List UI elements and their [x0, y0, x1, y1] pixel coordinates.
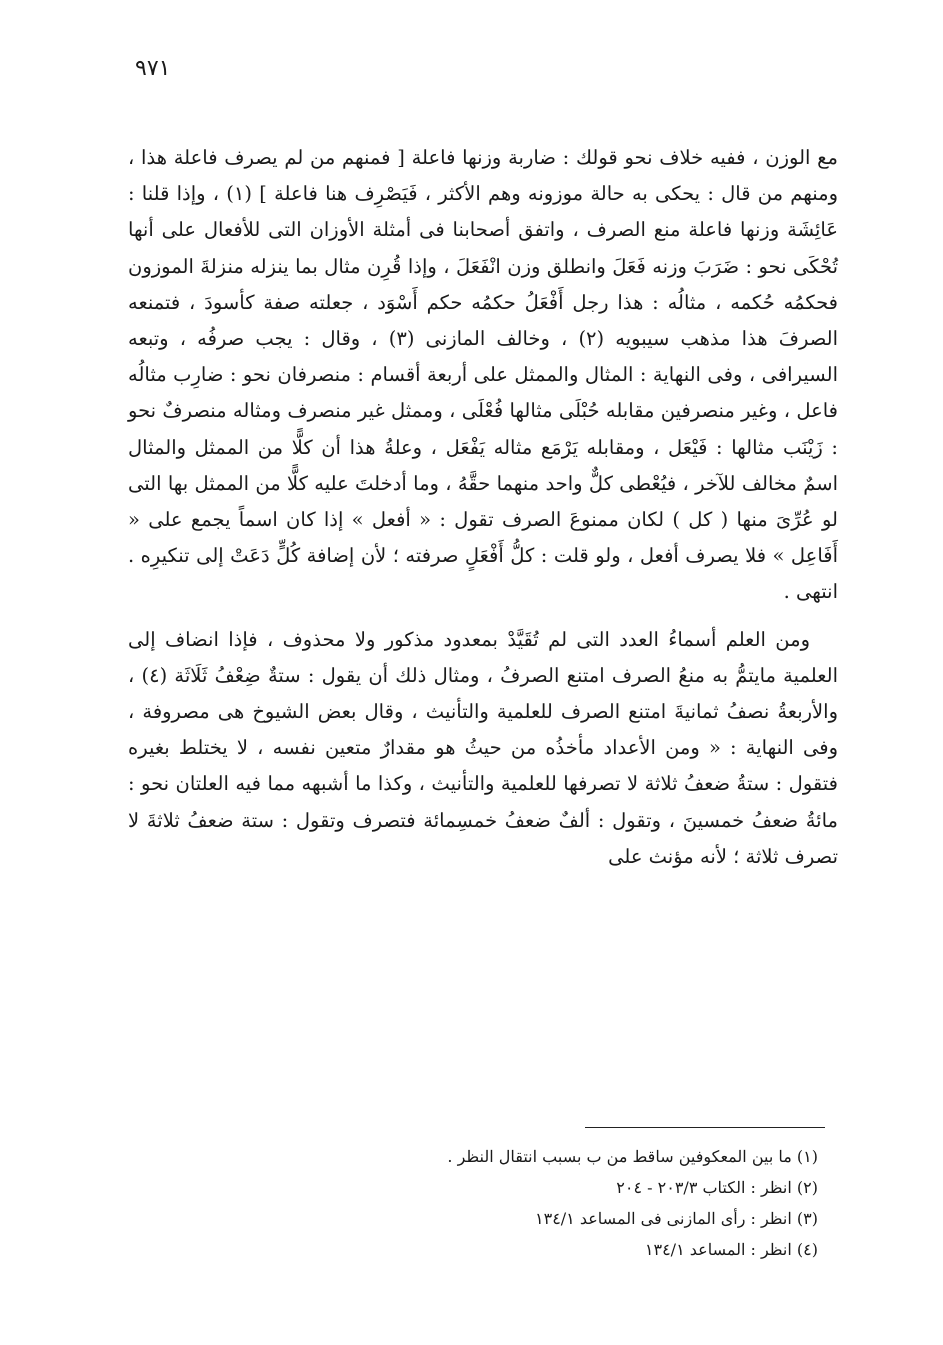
- footnotes: [128, 1141, 818, 1265]
- body-paragraph: مع الوزن ، ففيه خلاف نحو قولك : ضاربة وزنها فاعلة [ فمنهم من لم يصرف فاعلة هذا ، ومنهم من قال : يحكى به حالة موزونه وهم الأكثر ، فَيَصْرِف هنا فاعلة ] (١) ، وإذا قلنا : عَائِشَة وزنها فاعلة منع الصرف ، واتفق أصحابنا فى أمثلة الأوزان التى للأفعال على أنها تُحْكَى نحو : ضَرَبَ وزنه فَعَلَ وانطلق وزن انْفَعَلَ ، وإذا قُرِن مثال بما ينزله منزلةَ الموزون فحكمُه حُكمه ، مثالُه : هذا رجل أَفْعَلُ حكمُه حكم أَسْوَد ، جعلته صفة كأسودَ ، فتمنعه الصرفَ هذا مذهب سيبويه (٢) ، وخالف المازنى (٣) ، وقال : يجب صرفُه ، وتبعه السيرافى ، وفى النهاية : المثال والممثل على أربعة أقسام : منصرفان نحو : ضارِب مثالُه فاعل ، وغير منصرفين مقابله حُبْلَى مثالها فُعْلَى ، وممثل غير منصرف ومثاله منصرفٌ نحو : زَيْنَب مثالها : فَيْعَل ، ومقابله يَرْمَع مثاله يَفْعَل ، وعلةُ هذا أن كلًّا من الممثل والمثال اسمٌ مخالف للآخر ، فيُعْطى كلٌّ واحد منهما حقَّهُ ، وما أدخلتَ عليه كلًّا من الممثل بها التى لو عُرِّىَ منها ( كل ) لكان ممنوعَ الصرف تقول : « أفعل » إذا كان اسماً يجمع على « أَفَاعِل » فلا يصرف أفعل ، ولو قلت : كلُّ أَفْعَلٍ صرفته ؛ لأن إضافة كُلٍّ دَعَتْ إلى تنكيرِه . انتهى .: [128, 146, 838, 604]
- footnote-divider: [585, 1127, 825, 1128]
- body-paragraph: ومن العلم أسماءُ العدد التى لم تُقَيَّدْ بمعدود مذكور ولا محذوف ، فإذا انضاف إلى العلمية مايتمُّ به منعُ الصرف امتنع الصرفُ ، ومثال ذلك أن يقول : ستةٌ ضِعْفُ ثَلَاثَة (٤) ، والأربعةُ نصفُ ثمانيةَ امتنع الصرف للعلمية والتأنيث ، وقال بعض الشيوخ هى مصروفة ، وفى النهاية : « ومن الأعداد مأخذُه من حيثُ هو مقدارٌ متعين نفسه ، لا يختلط بغيره فتقول : ستةُ ضعفُ ثلاثة لا تصرفها للعلمية والتأنيث ، وكذا ما أشبهه مما فيه العلتان نحو : مائةُ ضعفُ خمسينَ ، وتقول : ألفٌ ضعفُ خمسِمائة فتصرف وتقول : ستة ضعفُ ثلاثةَ لا تصرف ثلاثة ؛ لأنه مؤنث على: [128, 627, 839, 868]
- footnote: (٢) انظر : الكتاب ٢٠٣/٣ - ٢٠٤: [616, 1178, 818, 1197]
- footnote: (١) ما بين المعكوفين ساقط من ب بسبب انتقال النظر .: [447, 1147, 818, 1166]
- footnote: (٣) انظر : رأى المازنى فى المساعد ١٣٤/١: [535, 1209, 818, 1228]
- main-text: [128, 140, 838, 875]
- page-number: ٩٧١: [135, 56, 171, 81]
- footnote: (٤) انظر : المساعد ١٣٤/١: [644, 1240, 818, 1259]
